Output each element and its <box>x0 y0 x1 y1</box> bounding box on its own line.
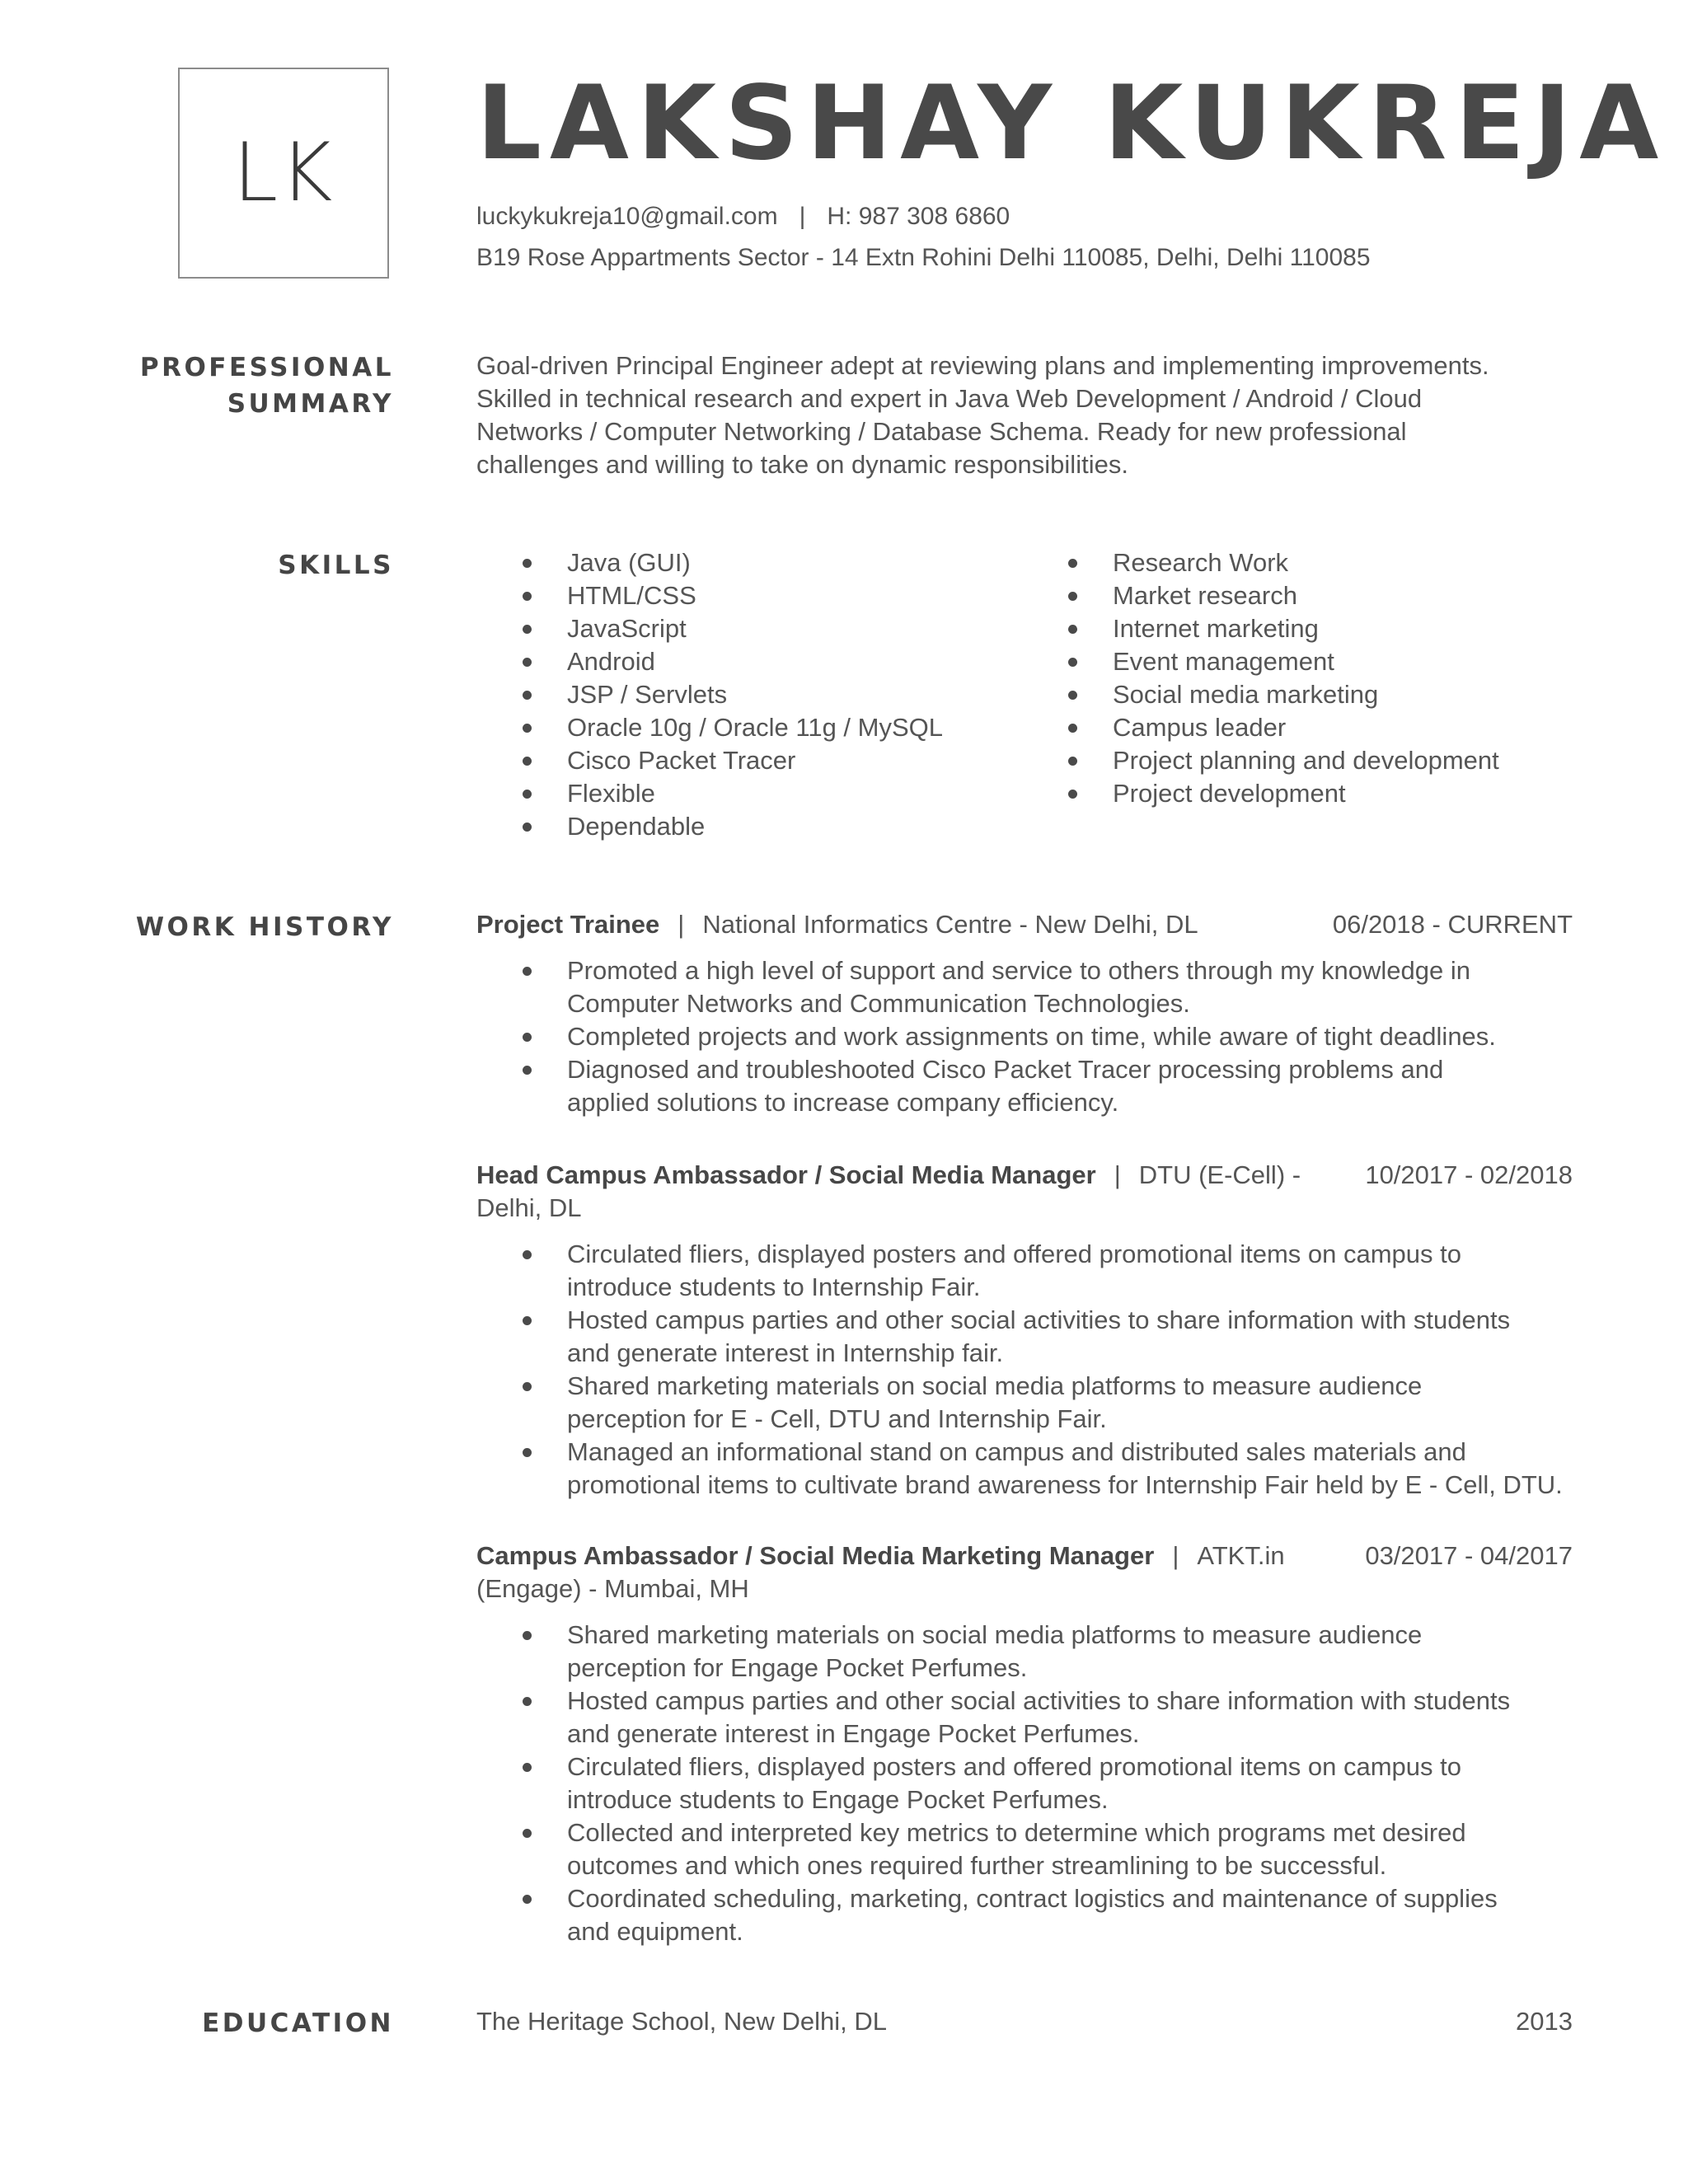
phone: H: 987 308 6860 <box>827 203 1010 230</box>
bullet-dot-icon <box>523 823 532 832</box>
skill-label: Market research <box>1113 581 1297 610</box>
skills-column-right <box>1022 546 1566 810</box>
skill-item <box>476 711 1020 744</box>
bullet-dot-icon <box>523 1033 532 1042</box>
skill-item <box>476 645 1020 678</box>
job-bullet-line: and generate interest in Internship fair. <box>567 1338 1004 1367</box>
bullet-dot-icon <box>523 1382 532 1391</box>
bullet-dot-icon <box>523 790 532 799</box>
job-bullet-line: Coordinated scheduling, marketing, contract logistics and maintenance of supplies <box>567 1884 1498 1913</box>
job-bullet-line: and generate interest in Engage Pocket Perfumes. <box>567 1719 1140 1748</box>
job-bullet-line: Collected and interpreted key metrics to determine which programs met desired <box>567 1818 1466 1847</box>
job-bullet-line: applied solutions to increase company efficiency. <box>567 1088 1119 1117</box>
skill-item <box>1022 546 1566 579</box>
school-name: The Heritage School, New Delhi, DL <box>476 2007 887 2036</box>
skill-item <box>476 579 1020 612</box>
skill-label: Cisco Packet Tracer <box>567 746 796 775</box>
job-bullet <box>476 1882 1573 1948</box>
skill-label: Social media marketing <box>1113 680 1379 709</box>
job-bullet-line: Completed projects and work assignments on time, while aware of tight deadlines. <box>567 1022 1496 1051</box>
skill-item <box>1022 579 1566 612</box>
summary-line: Goal-driven Principal Engineer adept at reviewing plans and implementing improvements. <box>476 351 1489 380</box>
job-bullet-line: Shared marketing materials on social media platforms to measure audience <box>567 1620 1423 1649</box>
job-bullet-line: Computer Networks and Communication Technologies. <box>567 989 1190 1018</box>
bullet-dot-icon <box>523 691 532 700</box>
skill-item <box>476 777 1020 810</box>
bullet-dot-icon <box>523 592 532 601</box>
contact-separator: | <box>799 203 806 230</box>
job-bullet-line: Circulated fliers, displayed posters and offered promotional items on campus to <box>567 1240 1461 1268</box>
skill-label: JavaScript <box>567 614 687 643</box>
job-bullet-line: outcomes and which ones required further streamlining to be successful. <box>567 1851 1387 1880</box>
bullet-dot-icon <box>523 1829 532 1838</box>
job-bullet <box>476 1238 1573 1304</box>
education-heading: EDUCATION <box>202 2008 394 2038</box>
monogram: LK <box>232 126 335 220</box>
skills-column-left <box>476 546 1020 843</box>
summary-heading <box>130 349 394 422</box>
job-bullet-line: perception for Engage Pocket Perfumes. <box>567 1653 1028 1682</box>
job-bullet <box>476 1685 1573 1750</box>
graduation-year: 2013 <box>1516 2007 1573 2036</box>
bullet-dot-icon <box>523 1697 532 1706</box>
skill-item <box>476 810 1020 843</box>
job-organization-continued: (Engage) - Mumbai, MH <box>476 1574 749 1603</box>
bullet-dot-icon <box>523 1316 532 1325</box>
skill-label: Java (GUI) <box>567 548 691 577</box>
job-bullet-line: Hosted campus parties and other social activities to share information with students <box>567 1686 1511 1715</box>
job-title: Project Trainee <box>476 910 660 939</box>
job-entry <box>476 1540 1573 1948</box>
skill-label: Project development <box>1113 779 1346 808</box>
job-dates: 06/2018 - CURRENT <box>1332 910 1573 939</box>
job-bullet-line: perception for E - Cell, DTU and Internship Fair. <box>567 1404 1107 1433</box>
job-bullet-line: Hosted campus parties and other social activities to share information with students <box>567 1305 1511 1334</box>
bullet-dot-icon <box>1068 559 1077 568</box>
job-header <box>476 908 1573 941</box>
job-bullet <box>476 1436 1573 1502</box>
address: B19 Rose Appartments Sector - 14 Extn Rohini Delhi 110085, Delhi, Delhi 110085 <box>476 244 1371 271</box>
job-bullet-line: Shared marketing materials on social media platforms to measure audience <box>567 1371 1423 1400</box>
skill-label: Campus leader <box>1113 713 1287 742</box>
skills-list-left <box>476 546 1020 843</box>
job-title: Head Campus Ambassador / Social Media Manager <box>476 1160 1096 1189</box>
job-bullet-line: Diagnosed and troubleshooted Cisco Packet Tracer processing problems and <box>567 1055 1444 1084</box>
bullet-dot-icon <box>523 658 532 667</box>
email: luckykukreja10@gmail.com <box>476 203 778 230</box>
job-bullet-line: Circulated fliers, displayed posters and offered promotional items on campus to <box>567 1752 1461 1781</box>
skill-item <box>1022 777 1566 810</box>
work-history-heading: WORK HISTORY <box>135 912 394 942</box>
job-bullet <box>476 1053 1573 1119</box>
job-bullet-line: Promoted a high level of support and service to others through my knowledge in <box>567 956 1470 985</box>
job-separator: | <box>678 910 685 939</box>
job-dates: 10/2017 - 02/2018 <box>1365 1160 1573 1189</box>
bullet-dot-icon <box>1068 691 1077 700</box>
summary-text <box>476 349 1573 481</box>
bullet-dot-icon <box>523 625 532 634</box>
bullet-dot-icon <box>523 1631 532 1640</box>
bullet-dot-icon <box>1068 658 1077 667</box>
job-bullet <box>476 1816 1573 1882</box>
bullet-dot-icon <box>523 967 532 976</box>
bullet-dot-icon <box>523 1066 532 1075</box>
bullet-dot-icon <box>1068 592 1077 601</box>
job-title: Campus Ambassador / Social Media Marketing Manager <box>476 1541 1155 1570</box>
job-bullet-line: promotional items to cultivate brand awareness for Internship Fair held by E - Cell, DTU. <box>567 1470 1563 1499</box>
bullet-dot-icon <box>523 1448 532 1457</box>
skill-item <box>1022 711 1566 744</box>
skill-label: Android <box>567 647 655 676</box>
bullet-dot-icon <box>1068 724 1077 733</box>
skill-label: Event management <box>1113 647 1334 676</box>
summary-heading-line: PROFESSIONAL <box>139 353 394 382</box>
skill-item <box>1022 678 1566 711</box>
job-bullet <box>476 1750 1573 1816</box>
job-bullet-line: introduce students to Engage Pocket Perfumes. <box>567 1785 1109 1814</box>
skill-label: Internet marketing <box>1113 614 1319 643</box>
skills-section <box>476 546 1573 860</box>
bullet-dot-icon <box>523 1763 532 1772</box>
monogram-box <box>178 68 389 279</box>
job-organization-continued: Delhi, DL <box>476 1193 582 1222</box>
job-bullets <box>476 954 1573 1119</box>
bullet-dot-icon <box>1068 790 1077 799</box>
summary-line: challenges and willing to take on dynamic responsibilities. <box>476 450 1128 479</box>
job-bullet-line: introduce students to Internship Fair. <box>567 1272 981 1301</box>
job-organization: National Informatics Centre - New Delhi, DL <box>702 910 1198 939</box>
bullet-dot-icon <box>523 724 532 733</box>
job-bullet <box>476 1370 1573 1436</box>
bullet-dot-icon <box>523 757 532 766</box>
summary-line: Skilled in technical research and expert in Java Web Development / Android / Cloud <box>476 384 1423 413</box>
skill-label: Dependable <box>567 812 706 841</box>
bullet-dot-icon <box>523 1250 532 1259</box>
job-separator: | <box>1172 1541 1179 1570</box>
skill-label: Flexible <box>567 779 655 808</box>
bullet-dot-icon <box>523 1895 532 1904</box>
skill-label: Oracle 10g / Oracle 11g / MySQL <box>567 713 944 742</box>
job-organization: DTU (E-Cell) - <box>1138 1160 1301 1189</box>
skill-item <box>476 546 1020 579</box>
bullet-dot-icon <box>1068 757 1077 766</box>
skill-label: JSP / Servlets <box>567 680 728 709</box>
skill-item <box>476 744 1020 777</box>
job-organization: ATKT.in <box>1197 1541 1285 1570</box>
summary-line: Networks / Computer Networking / Database Schema. Ready for new professional <box>476 417 1407 446</box>
summary-heading-line: SUMMARY <box>227 389 394 419</box>
bullet-dot-icon <box>1068 625 1077 634</box>
job-bullets <box>476 1238 1573 1502</box>
job-bullet-line: and equipment. <box>567 1917 743 1946</box>
skill-item <box>1022 645 1566 678</box>
job-entry <box>476 1159 1573 1502</box>
job-bullet <box>476 1304 1573 1370</box>
skill-label: Research Work <box>1113 548 1289 577</box>
contact-line <box>476 203 1010 231</box>
bullet-dot-icon <box>523 559 532 568</box>
skill-label: HTML/CSS <box>567 581 696 610</box>
education-entry <box>476 2005 1573 2038</box>
skill-item <box>476 612 1020 645</box>
job-dates: 03/2017 - 04/2017 <box>1365 1541 1573 1570</box>
job-bullets <box>476 1619 1573 1948</box>
job-header <box>476 1540 1573 1572</box>
skill-label: Project planning and development <box>1113 746 1499 775</box>
skill-item <box>1022 744 1566 777</box>
job-header <box>476 1159 1573 1192</box>
skill-item <box>476 678 1020 711</box>
skill-item <box>1022 612 1566 645</box>
job-separator: | <box>1114 1160 1121 1189</box>
skills-list-right <box>1022 546 1566 810</box>
job-bullet <box>476 1619 1573 1685</box>
job-entry <box>476 908 1573 1119</box>
candidate-name: LAKSHAY KUKREJA <box>476 64 1667 183</box>
job-bullet <box>476 1020 1573 1053</box>
job-bullet-line: Managed an informational stand on campus and distributed sales materials and <box>567 1437 1466 1466</box>
job-bullet <box>476 954 1573 1020</box>
skills-heading: SKILLS <box>278 551 394 580</box>
